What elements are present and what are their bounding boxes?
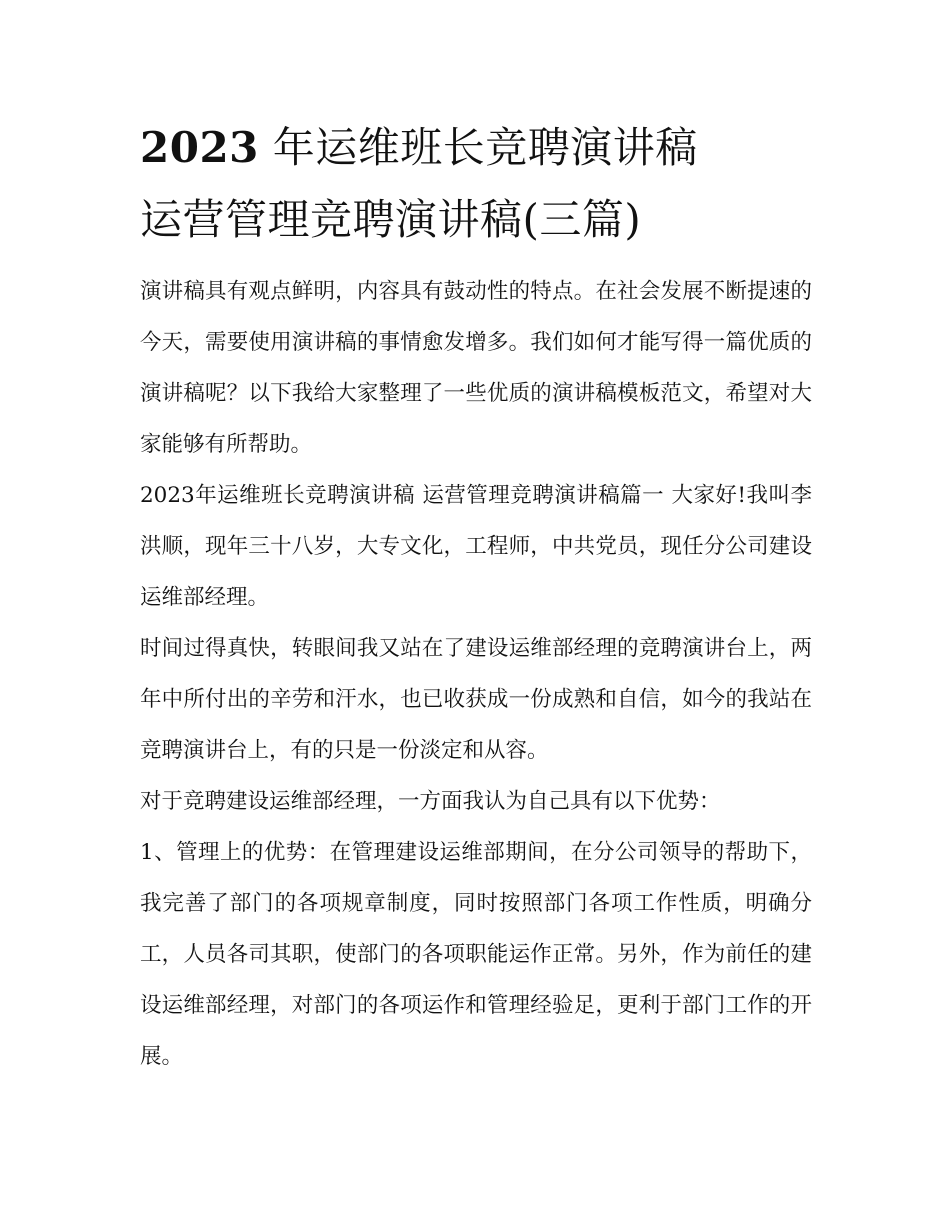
- title-line-1: [140, 112, 812, 184]
- greeting-paragraph: 2023年运维班长竞聘演讲稿 运营管理竞聘演讲稿篇一 大家好!我叫李洪顺，现年三十八岁，大专文化，工程师，中共党员，现任分公司建设运维部经理。: [140, 483, 812, 610]
- document-page: [140, 112, 812, 1082]
- title-line-2: 运营管理竞聘演讲稿(三篇): [140, 195, 642, 244]
- document-body: [140, 266, 812, 1082]
- title-line-1-text: 年运维班长竞聘演讲稿: [272, 123, 698, 172]
- title-year: 2023: [140, 123, 259, 172]
- intro-paragraph: 演讲稿具有观点鲜明，内容具有鼓动性的特点。在社会发展不断提速的今天，需要使用演讲稿的事情愈发增多。我们如何才能写得一篇优质的演讲稿呢？以下我给大家整理了一些优质的演讲稿模板范文，希望对大家能够有所帮助。: [140, 279, 812, 457]
- advantages-intro-paragraph: 对于竞聘建设运维部经理，一方面我认为自己具有以下优势：: [140, 789, 721, 814]
- reflection-paragraph: 时间过得真快，转眼间我又站在了建设运维部经理的竞聘演讲台上，两年中所付出的辛劳和汗水，也已收获成一份成熟和自信，如今的我站在竞聘演讲台上，有的只是一份淡定和从容。: [140, 636, 812, 763]
- document-title: [140, 112, 812, 256]
- management-advantage-paragraph: 1、管理上的优势：在管理建设运维部期间，在分公司领导的帮助下，我完善了部门的各项规章制度，同时按照部门各项工作性质，明确分工，人员各司其职，使部门的各项职能运作正常。另外，作为前任的建设运维部经理，对部门的各项运作和管理经验足，更利于部门工作的开展。: [140, 840, 812, 1069]
